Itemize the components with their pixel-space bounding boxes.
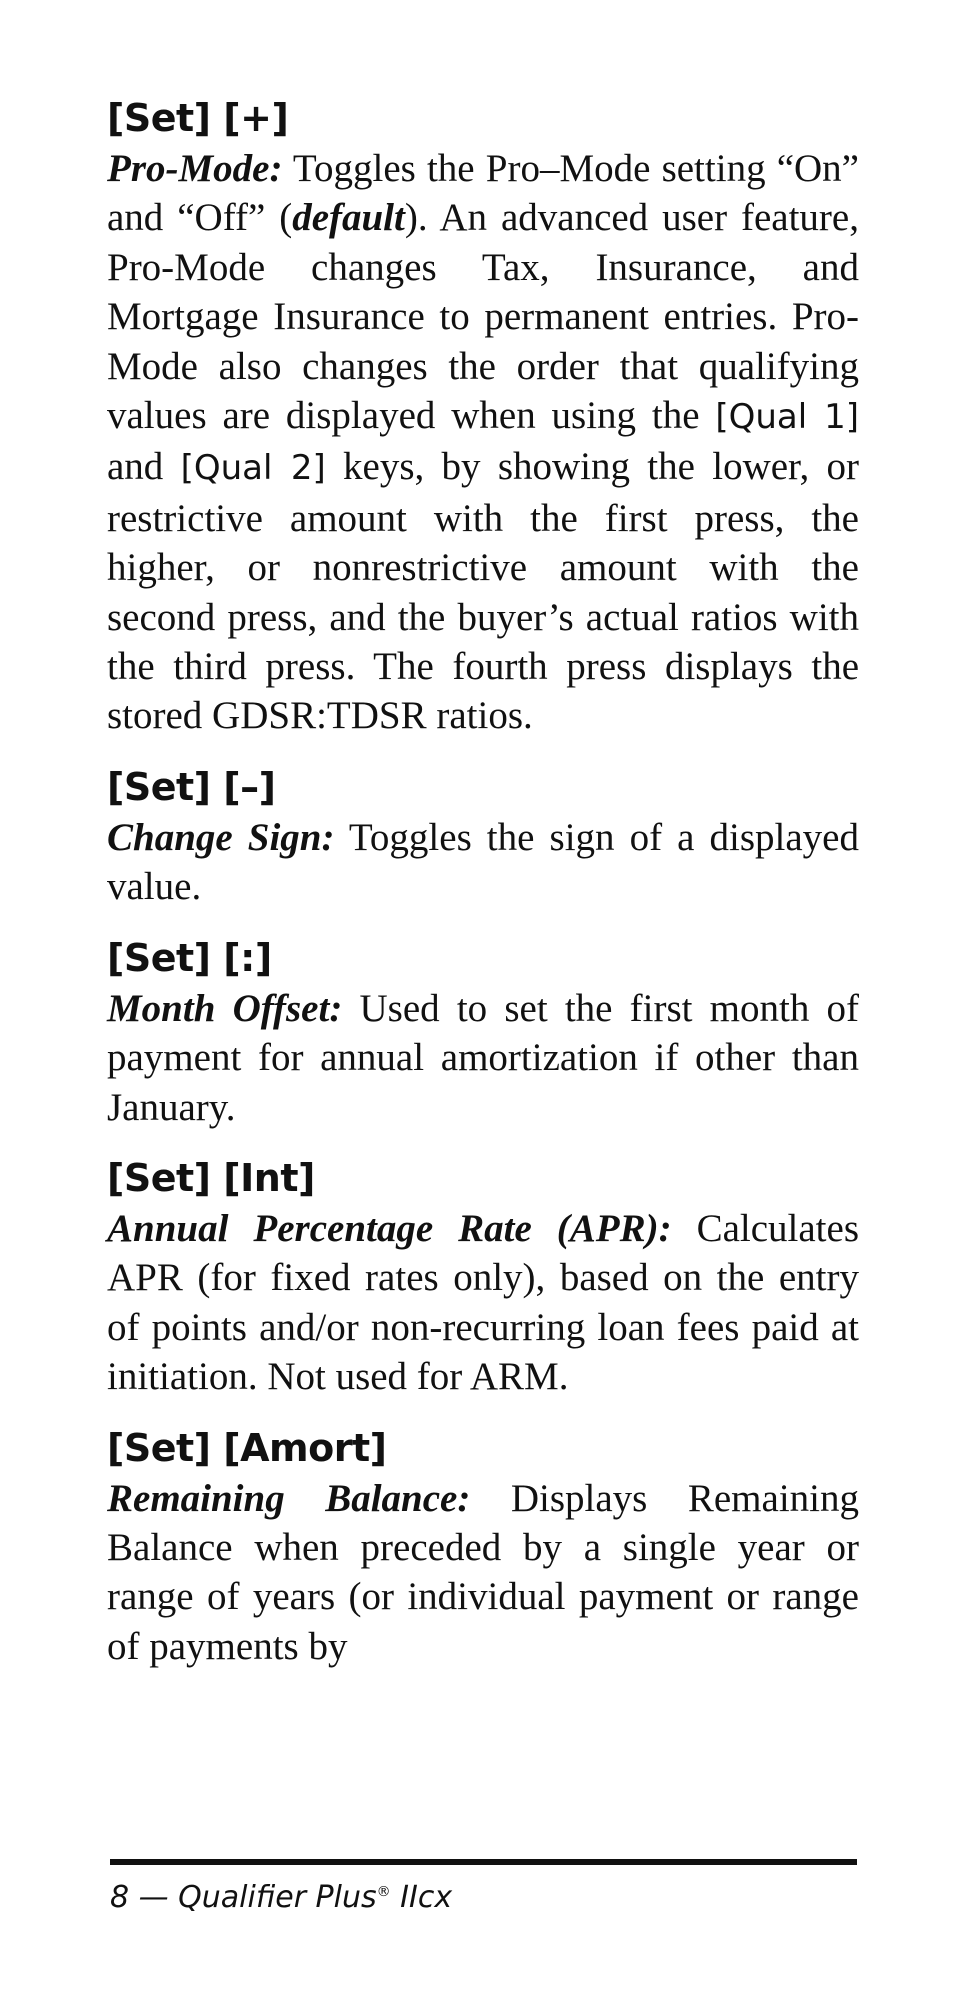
text-segment: Calculates APR (for fixed rates only), based on the entry of points and/or non-recurring loan fees paid at initiation. Not used for ARM. [107,1206,860,1399]
description-apr [107,1204,859,1402]
product-title: Qualifier Plus [178,1880,377,1915]
emphasis-default: default [292,196,405,240]
text-segment: ). An advanced user feature, Pro-Mode changes Tax, Insurance, and Mortgage Insurance to permanent entries. Pro-Mode also changes the order that qualifying values are displayed when using the [107,196,859,438]
description-change-sign [107,813,859,912]
heading-set-minus: [Set] [–] [107,764,276,809]
footer-rule [110,1859,857,1865]
description-month-offset [107,984,859,1132]
section-set-amort [107,1422,859,1672]
heading-set-plus: [Set] [+] [107,96,289,140]
key-qual-1: [Qual 1] [715,397,860,438]
text-segment: Displays Remaining Balance when preceded by a single year or range of years (or individual payment or range of payments by [107,1476,859,1668]
section-set-plus [107,92,859,741]
page-number: 8 [110,1880,130,1915]
product-model: IIcx [390,1880,453,1915]
heading-set-colon: [Set] [:] [107,935,272,980]
text-segment: Toggles the Pro–Mode setting “On” and “Off” ( [107,147,859,240]
footer-separator: — [129,1880,179,1915]
section-set-colon [107,932,859,1132]
text-segment: and [107,445,181,489]
description-remaining-balance [107,1474,859,1672]
term-apr: Annual Percentage Rate (APR): [107,1206,672,1250]
text-segment: Used to set the first month of payment for annual amortization if other than January. [107,986,860,1129]
registered-mark: ® [376,1884,391,1900]
heading-set-amort: [Set] [Amort] [107,1425,387,1470]
manual-page [107,92,859,1671]
term-pro-mode: Pro-Mode: [107,147,283,190]
term-remaining-balance: Remaining Balance: [107,1476,471,1520]
section-set-int [107,1152,859,1402]
term-month-offset: Month Offset: [107,986,343,1030]
heading-set-int: [Set] [Int] [107,1155,315,1200]
description-pro-mode [107,144,859,741]
text-segment: keys, by showing the lower, or restrictive amount with the first press, the higher, or nonrestrictive amount with the second press, and the buyer’s actual ratios with the third press. The fourth press displays the stored GDSR:TDSR ratios. [107,445,859,738]
key-qual-2: [Qual 2] [180,448,326,489]
section-set-minus [107,761,859,912]
page-footer [110,1878,452,1918]
term-change-sign: Change Sign: [107,815,335,859]
text-segment: Toggles the sign of a displayed value. [107,815,859,909]
